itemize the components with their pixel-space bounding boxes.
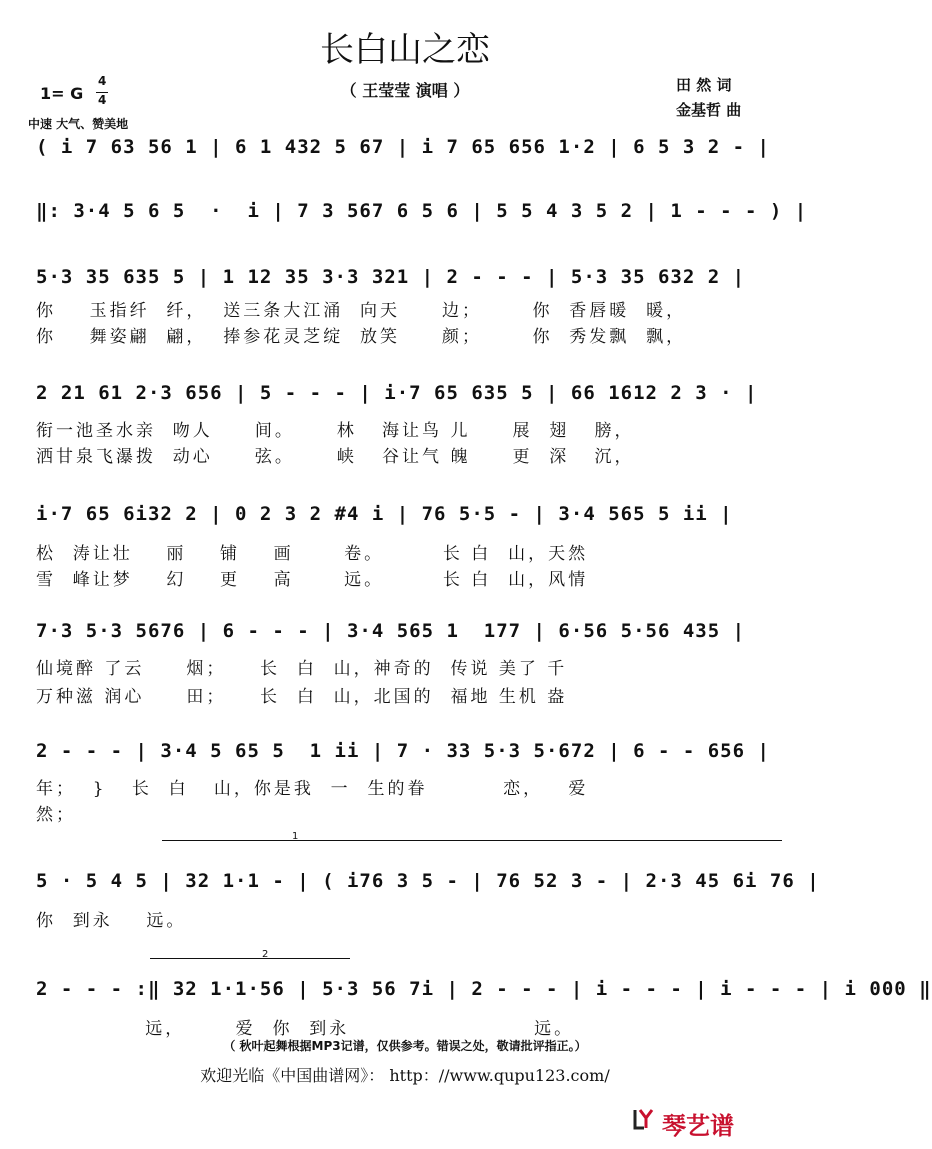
lyric-verse-2: 你 舞姿翩 翩， 捧参花灵芝绽 放笑 颜； 你 秀发飘 飘， — [36, 327, 687, 347]
notation-row: i·7 65 6i32 2 | 0 2 3 2 #4 i | 76 5·5 - | 3·4 565 5 ii | — [36, 503, 733, 525]
lyric-verse-1: 松 涛让壮 丽 铺 画 卷。 长 白 山，天然 — [36, 544, 589, 564]
lyric-verse-1: 仙境醉 了云 烟； 长 白 山，神奇的 传说 美了 千 — [36, 659, 568, 679]
notation-row: 7·3 5·3 5676 | 6 - - - | 3·4 565 1 177 | 6·56 5·56 435 | — [36, 620, 746, 642]
time-signature-bottom: 4 — [98, 93, 107, 107]
composer-credit: 金基哲 曲 — [676, 101, 742, 119]
qinyipu-logo-icon — [632, 1106, 658, 1132]
lyricist-credit: 田 然 词 — [676, 76, 732, 94]
notation-row: 5·3 35 635 5 | 1 12 35 3·3 321 | 2 - - - | 5·3 35 632 2 | — [36, 266, 746, 288]
notation-row: 5 · 5 4 5 | 32 1·1 - | ( i76 3 5 - | 76 52 3 - | 2·3 45 6i 76 | — [36, 870, 820, 892]
lyric-verse-2: 万种滋 润心 田； 长 白 山，北国的 福地 生机 盎 — [36, 687, 568, 707]
lyric-verse-1: 远， 爱 你 到永 远。 — [36, 1019, 575, 1039]
singer-credit: （ 王莹莹 演唱 ） — [340, 81, 470, 100]
time-signature-top: 4 — [98, 74, 107, 88]
notation-row: 2 - - - :‖ 32 1·1·56 | 5·3 56 7i | 2 - - - | i - - - | i - - - | i 000 ‖ — [36, 978, 932, 1000]
volta-bracket-1 — [162, 840, 782, 841]
qinyipu-logo-text: 琴艺谱 — [662, 1112, 734, 1140]
lyric-verse-2: 雪 峰让梦 幻 更 高 远。 长 白 山，风情 — [36, 570, 589, 590]
volta-bracket-2 — [150, 958, 350, 959]
notation-row: 2 - - - | 3·4 5 65 5 1 ii | 7 · 33 5·3 5·672 | 6 - - 656 | — [36, 740, 770, 762]
lyric-verse-1: 你 玉指纤 纤， 送三条大江涌 向天 边； 你 香唇暖 暖， — [36, 301, 687, 321]
key-signature: 1= G — [40, 84, 84, 103]
site-credit: 欢迎光临《中国曲谱网》： http：//www.qupu123.com/ — [200, 1066, 610, 1085]
volta-label-1: 1 — [292, 831, 299, 842]
song-title: 长白山之恋 — [320, 30, 490, 70]
lyric-verse-1: 你 到永 远。 — [36, 911, 187, 931]
lyric-verse-1: 年； } 长 白 山，你是我 一 生的眷 恋， 爱 — [36, 779, 589, 799]
volta-label-2: 2 — [262, 949, 269, 960]
transcription-note: （ 秋叶起舞根据MP3记谱，仅供参考。错误之处，敬请批评指正。） — [223, 1039, 587, 1053]
notation-row: ( i 7 63 56 1 | 6 1 432 5 67 | i 7 65 656 1·2 | 6 5 3 2 - | — [36, 136, 770, 158]
lyric-verse-1: 衔一池圣水亲 吻人 间。 林 海让鸟 儿 展 翅 膀， — [36, 421, 635, 441]
lyric-verse-2: 洒甘泉飞瀑拨 动心 弦。 峡 谷让气 魄 更 深 沉， — [36, 447, 635, 467]
tempo-marking: 中速 大气、赞美地 — [28, 117, 129, 131]
lyric-verse-2: 然； — [36, 805, 76, 825]
notation-row: 2 21 61 2·3 656 | 5 - - - | i·7 65 635 5 | 66 1612 2 3 · | — [36, 382, 758, 404]
notation-row: ‖: 3·4 5 6 5 · i | 7 3 567 6 5 6 | 5 5 4 3 5 2 | 1 - - - ) | — [36, 200, 808, 222]
